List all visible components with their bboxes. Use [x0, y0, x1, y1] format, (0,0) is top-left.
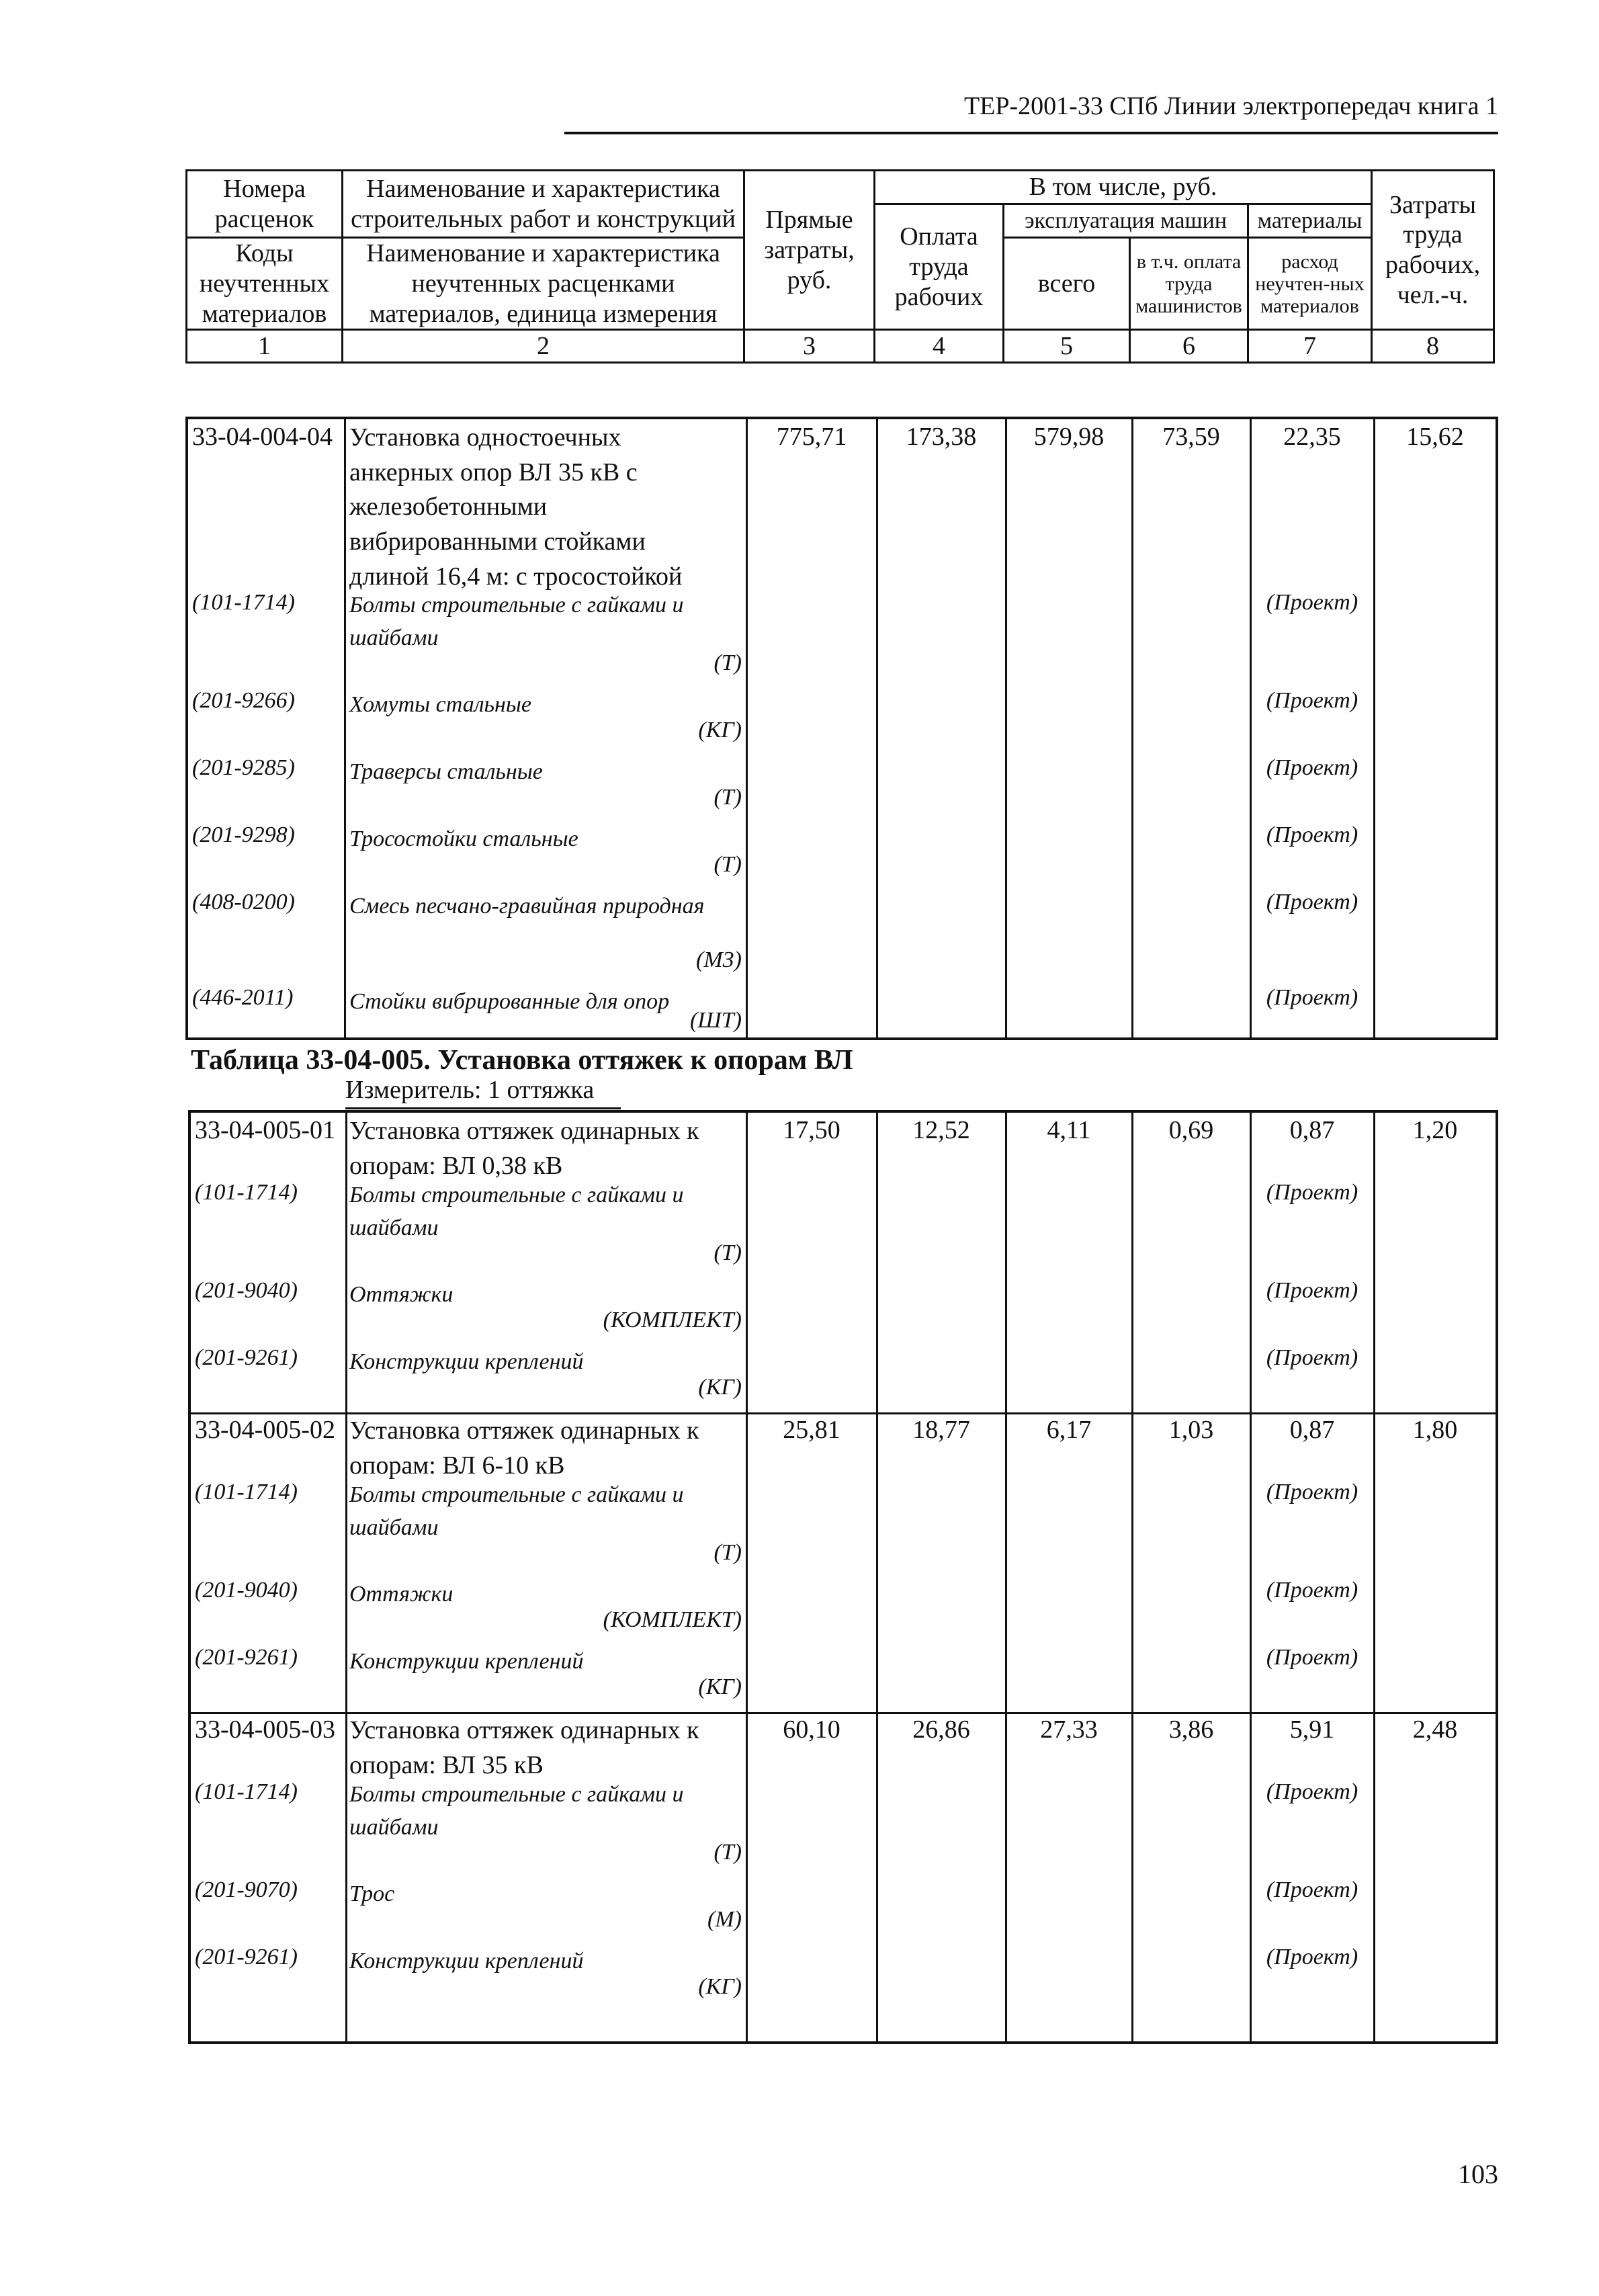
header-codes: Номера расценок [187, 171, 343, 238]
header-unaccounted-materials: расход неучтен-ных материалов [1248, 238, 1372, 330]
material-code: (201-9261) [195, 1645, 298, 1670]
table-33-04-005 [188, 1110, 1498, 2044]
worker-pay-value: 26,86 [912, 1715, 970, 1744]
material-unit: (Т) [714, 650, 742, 675]
material-note: (Проект) [1266, 688, 1358, 713]
operator-pay-value: 3,86 [1168, 1715, 1214, 1744]
material-unit: (Т) [714, 852, 742, 877]
column-number: 1 [187, 330, 343, 363]
material-note: (Проект) [1266, 1645, 1358, 1670]
worker-pay-value: 173,38 [906, 423, 977, 451]
material-name: Стойки вибрированные для опор [349, 989, 670, 1014]
material-unit: (КГ) [698, 1375, 742, 1400]
materials-value: 0,87 [1289, 1416, 1335, 1444]
material-code: (101-1714) [195, 1180, 298, 1205]
material-code: (201-9298) [192, 822, 295, 847]
header-labor-costs: Затраты труда рабочих, чел.-ч. [1372, 171, 1494, 330]
direct-costs-value: 775,71 [776, 423, 847, 451]
section-33-04-004-04 [185, 417, 1498, 1040]
header-direct-costs: Прямые затраты, руб. [744, 171, 875, 330]
running-header: ТЕР-2001-33 СПб Линии электропередач книга 1 [963, 92, 1498, 120]
labor-costs-value: 2,48 [1412, 1715, 1458, 1744]
material-unit: (Т) [714, 1240, 742, 1265]
table-title: Таблица 33-04-005. Установка оттяжек к опорам ВЛ [191, 1045, 853, 1076]
header-machine-operation: эксплуатация машин [1004, 204, 1248, 238]
material-code: (201-9040) [195, 1578, 298, 1603]
header-operator-pay: в т.ч. оплата труда машинистов [1130, 238, 1248, 330]
header-materials: материалы [1248, 204, 1372, 238]
header-rule [564, 132, 1498, 134]
materials-value: 22,35 [1283, 423, 1341, 451]
operator-pay-value: 0,69 [1168, 1116, 1214, 1144]
measurement-unit: Измеритель: 1 оттяжка [345, 1076, 595, 1104]
material-note: (Проект) [1266, 1945, 1358, 1969]
page-number: 103 [1458, 2159, 1498, 2189]
material-note: (Проект) [1266, 1779, 1358, 1804]
work-name: Установка оттяжек одинарных к опорам: ВЛ 0,38 кВ [349, 1117, 699, 1180]
material-code: (408-0200) [192, 890, 295, 915]
material-note: (Проект) [1266, 1278, 1358, 1303]
material-note: (Проект) [1266, 1877, 1358, 1902]
material-unit: (Т) [714, 785, 742, 810]
rate-code: 33-04-005-01 [195, 1116, 335, 1144]
material-name: Оттяжки [349, 1282, 453, 1307]
column-number: 5 [1004, 330, 1130, 363]
material-code: (201-9070) [195, 1877, 298, 1902]
machines-total-value: 6,17 [1046, 1416, 1092, 1444]
work-name: Установка оттяжек одинарных к опорам: ВЛ 6-10 кВ [349, 1416, 699, 1480]
material-code: (201-9261) [195, 1345, 298, 1370]
material-unit: (КОМПЛЕКТ) [603, 1607, 742, 1632]
material-note: (Проект) [1266, 890, 1358, 915]
material-unit: (М) [707, 1907, 742, 1932]
machines-total-value: 27,33 [1040, 1715, 1098, 1744]
material-note: (Проект) [1266, 1480, 1358, 1504]
worker-pay-value: 18,77 [912, 1416, 970, 1444]
work-name: Установка оттяжек одинарных к опорам: ВЛ 35 кВ [349, 1716, 699, 1779]
material-name: Смесь песчано-гравийная природная [349, 894, 705, 919]
material-unit: (КОМПЛЕКТ) [603, 1308, 742, 1332]
material-name: Трос [349, 1881, 395, 1906]
material-code: (201-9285) [192, 755, 295, 780]
material-note: (Проект) [1266, 1578, 1358, 1603]
operator-pay-value: 73,59 [1162, 423, 1220, 451]
header-work-name: Наименование и характеристика строительных работ и конструкций [343, 171, 744, 238]
worker-pay-value: 12,52 [912, 1116, 970, 1144]
machines-total-value: 579,98 [1033, 423, 1105, 451]
material-note: (Проект) [1266, 822, 1358, 847]
direct-costs-value: 60,10 [783, 1715, 840, 1744]
rate-code: 33-04-004-04 [192, 423, 333, 451]
material-unit: (М3) [696, 947, 742, 972]
column-number: 3 [744, 330, 875, 363]
labor-costs-value: 1,20 [1412, 1116, 1458, 1144]
direct-costs-value: 25,81 [783, 1416, 840, 1444]
material-code: (446-2011) [192, 985, 294, 1010]
header-material-name: Наименование и характеристика неучтенных расценками материалов, единица измерения [343, 238, 744, 330]
materials-value: 5,91 [1289, 1715, 1335, 1744]
material-name: Тросостойки стальные [349, 826, 578, 851]
material-name: Конструкции креплений [349, 1949, 584, 1973]
material-name: Траверсы стальные [349, 759, 543, 784]
material-code: (101-1714) [195, 1779, 298, 1804]
material-note: (Проект) [1266, 590, 1358, 615]
measurement-underline [345, 1107, 621, 1109]
material-name: Болты строительные с гайками и шайбами [349, 1183, 684, 1241]
material-name: Хомуты стальные [349, 692, 532, 717]
work-name: Установка одностоечных анкерных опор ВЛ 35 кВ с железобетонными вибрированными стойками длиной 16,4 м: с тросостойкой [349, 423, 683, 591]
material-name: Болты строительные с гайками и шайбами [349, 1482, 684, 1541]
material-name: Конструкции креплений [349, 1349, 584, 1374]
header-worker-pay: Оплата труда рабочих [875, 204, 1004, 330]
materials-value: 0,87 [1289, 1116, 1335, 1144]
material-unit: (КГ) [698, 1674, 742, 1699]
material-code: (101-1714) [195, 1480, 298, 1504]
material-code: (201-9040) [195, 1278, 298, 1303]
labor-costs-value: 1,80 [1412, 1416, 1458, 1444]
rate-code: 33-04-005-02 [195, 1416, 335, 1444]
material-note: (Проект) [1266, 985, 1358, 1010]
material-unit: (ШТ) [689, 1008, 742, 1033]
material-unit: (КГ) [698, 1974, 742, 1999]
material-unit: (Т) [714, 1540, 742, 1565]
material-note: (Проект) [1266, 1345, 1358, 1370]
rate-code: 33-04-005-03 [195, 1715, 335, 1744]
column-number: 8 [1372, 330, 1494, 363]
column-header-table [185, 169, 1495, 364]
direct-costs-value: 17,50 [783, 1116, 840, 1144]
header-including: В том числе, руб. [875, 171, 1372, 204]
material-code: (201-9266) [192, 688, 295, 713]
material-name: Болты строительные с гайками и шайбами [349, 593, 684, 651]
column-number: 7 [1248, 330, 1372, 363]
header-machines-total: всего [1004, 238, 1130, 330]
material-code: (101-1714) [192, 590, 295, 615]
material-unit: (Т) [714, 1840, 742, 1865]
header-material-codes: Коды неучтенных материалов [187, 238, 343, 330]
column-number: 4 [875, 330, 1004, 363]
material-name: Болты строительные с гайками и шайбами [349, 1782, 684, 1840]
material-code: (201-9261) [195, 1945, 298, 1969]
column-number: 2 [343, 330, 744, 363]
material-note: (Проект) [1266, 1180, 1358, 1205]
operator-pay-value: 1,03 [1168, 1416, 1214, 1444]
machines-total-value: 4,11 [1047, 1116, 1091, 1144]
labor-costs-value: 15,62 [1406, 423, 1464, 451]
material-name: Конструкции креплений [349, 1649, 584, 1674]
material-note: (Проект) [1266, 755, 1358, 780]
column-number: 6 [1130, 330, 1248, 363]
material-name: Оттяжки [349, 1582, 453, 1607]
material-unit: (КГ) [698, 718, 742, 742]
